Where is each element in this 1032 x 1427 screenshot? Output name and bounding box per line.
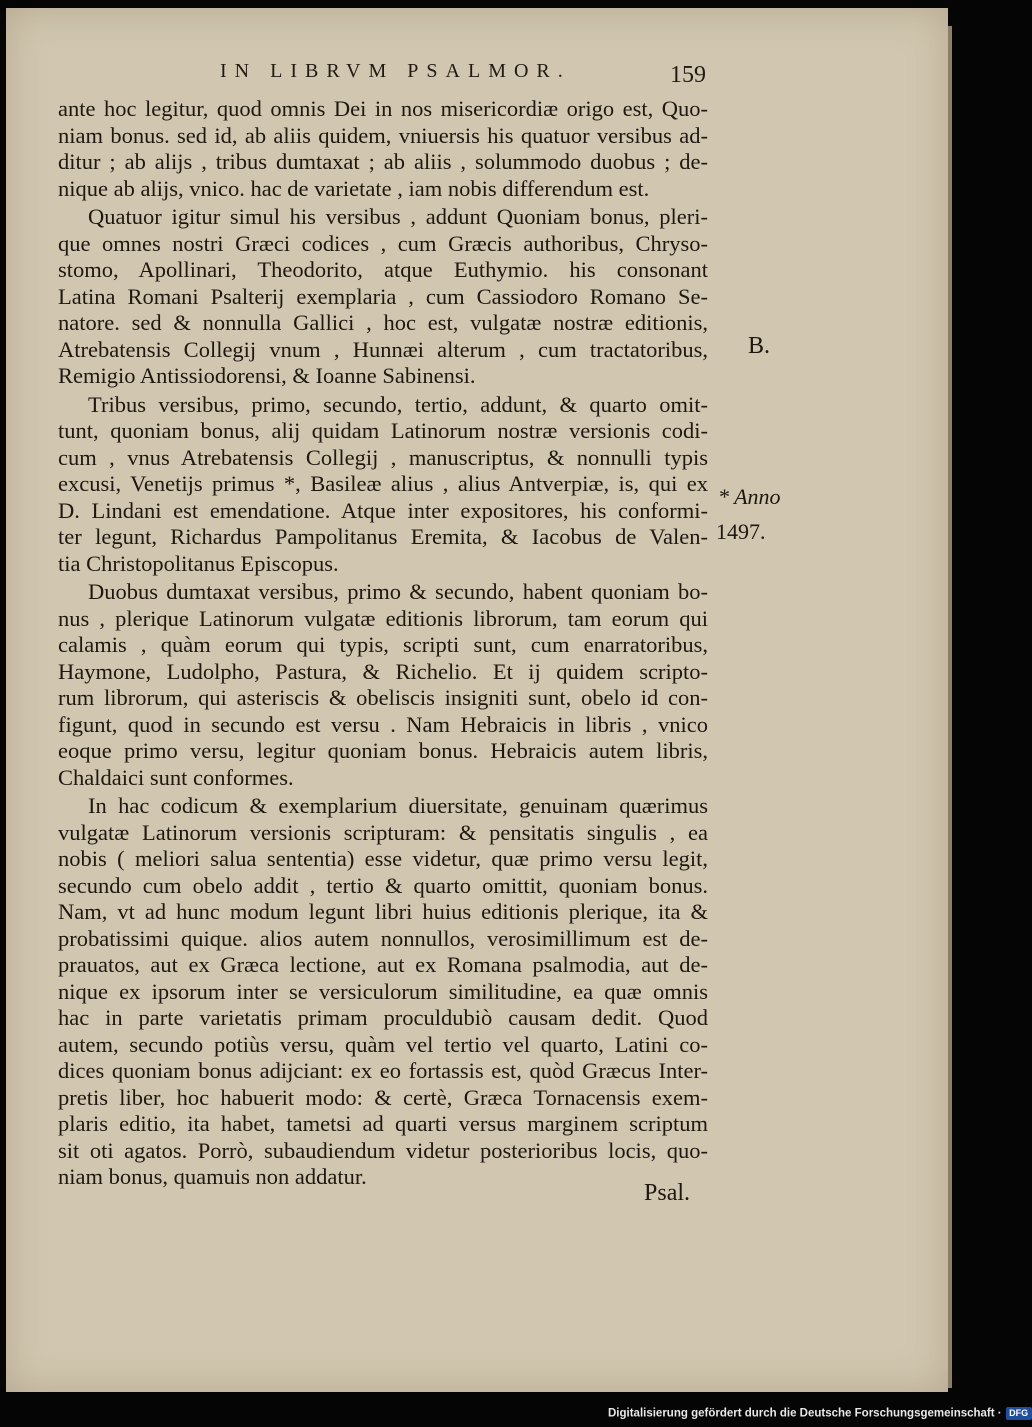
- text-line: cum , vnus Atrebatensis Collegij , manuscriptus, & nonnulli typis: [58, 444, 708, 470]
- text-line: autem, secundo potiùs versu, quàm vel tertio vel quarto, Latini co-: [58, 1031, 708, 1057]
- text-line: niam bonus, quamuis non addatur.: [58, 1164, 367, 1189]
- text-line: natore. sed & nonnulla Gallici , hoc est, vulgatæ nostræ editionis,: [58, 310, 708, 335]
- text-line: nobis ( meliori salua sententia) esse videtur, quæ primo versu legit,: [58, 846, 708, 871]
- text-line: ante hoc legitur, quod omnis Dei in nos misericordiæ origo est, Quo-: [58, 96, 708, 121]
- text-line: Atrebatensis Collegij vnum , Hunnæi alterum , cum tractatoribus,: [58, 336, 708, 362]
- body-text: [58, 96, 708, 1193]
- text-line: Tribus versibus, primo, secundo, tertio, addunt, & quarto omit-: [88, 391, 708, 417]
- text-line: dices quoniam bonus adijciant: ex eo fortassis est, quòd Græcus Inter-: [58, 1058, 708, 1083]
- text-line: ditur ; ab alijs , tribus dumtaxat ; ab aliis , solummodo duobus ; de-: [58, 149, 708, 174]
- text-line: calamis , quàm eorum qui typis, scripti sunt, cum enarratoribus,: [58, 632, 708, 657]
- text-line: nus , plerique Latinorum vulgatæ editionis librorum, tam eorum qui: [58, 605, 708, 631]
- text-line: prauatos, aut ex Græca lectione, aut ex Romana psalmodia, aut de-: [58, 952, 708, 977]
- text-line: tunt, quoniam bonus, alij quidam Latinorum nostræ versionis codi-: [58, 418, 708, 443]
- text-line: hac in parte varietatis primam proculdubiò causam dedit. Quod: [58, 1005, 708, 1030]
- text-line: Haymone, Ludolpho, Pastura, & Richelio. Et ij quidem scripto-: [58, 658, 708, 684]
- page-edge: [948, 26, 952, 1388]
- text-line: tia Christopolitanus Episcopus.: [58, 550, 339, 576]
- text-line: Nam, vt ad hunc modum legunt libri huius editionis plerique, ita &: [58, 899, 708, 924]
- page-header: [210, 60, 710, 90]
- text-line: vulgatæ Latinorum versionis scripturam: & pensitatis singulis , ea: [58, 819, 708, 845]
- text-line: probatissimi quique. alios autem nonnullos, verosimillimum est de-: [58, 925, 708, 951]
- text-line: D. Lindani est emendatione. Atque inter expositores, his conformi-: [58, 497, 708, 523]
- text-line: In hac codicum & exemplarium diuersitate, genuinam quærimus: [88, 793, 708, 818]
- text-line: Chaldaici sunt conformes.: [58, 764, 294, 790]
- text-line: Remigio Antissiodorensi, & Ioanne Sabinensi.: [58, 363, 476, 388]
- footer: [608, 1407, 1029, 1425]
- catchword: Psal.: [644, 1180, 691, 1206]
- paragraph-gap: [58, 1191, 708, 1193]
- footer-credit: Digitalisierung gefördert durch die Deutsche Forschungsgemeinschaft ·: [608, 1407, 1002, 1420]
- text-line: niam bonus. sed id, ab aliis quidem, vniuersis his quatuor versibus ad-: [58, 122, 708, 148]
- page-number: 159: [670, 62, 706, 88]
- text-line: secundo cum obelo addit , tertio & quarto omittit, quoniam bonus.: [58, 872, 708, 898]
- margin-note-mark: * Anno: [718, 484, 781, 509]
- text-line: excusi, Venetijs primus *, Basileæ alius , alius Antverpiæ, is, qui ex: [58, 471, 708, 496]
- text-line: plaris editio, ita habet, tametsi ad quarti versus marginem scriptum: [58, 1111, 708, 1136]
- text-line: pretis liber, hoc habuerit modo: & certè, Græca Tornacensis exem-: [58, 1084, 708, 1110]
- text-line: nique ex ipsorum inter se versiculorum similitudine, ea quæ omnis: [58, 978, 708, 1004]
- text-line: eoque primo versu, legitur quoniam bonus. Hebraicis autem libris,: [58, 738, 708, 763]
- text-line: rum librorum, qui asteriscis & obeliscis insigniti sunt, obelo id con-: [58, 685, 708, 710]
- text-line: que omnes nostri Græci codices , cum Græcis authoribus, Chryso-: [58, 230, 708, 256]
- text-line: ter legunt, Richardus Pampolitanus Eremita, & Iacobus de Valen-: [58, 524, 708, 549]
- text-line: nique ab alijs, vnico. hac de varietate , iam nobis differendum est.: [58, 175, 650, 201]
- running-head: IN LIBRVM PSALMOR.: [220, 60, 571, 82]
- text-line: sit oti agatos. Porrò, subaudiendum videtur posterioribus locis, quo-: [58, 1137, 708, 1163]
- text-line: Duobus dumtaxat versibus, primo & secundo, habent quoniam bo-: [88, 579, 708, 604]
- dfg-logo-icon: DFG: [1006, 1407, 1032, 1420]
- text-line: stomo, Apollinari, Theodorito, atque Euthymio. his consonant: [58, 257, 708, 282]
- text-line: Latina Romani Psalterij exemplaria , cum Cassiodoro Romano Se-: [58, 283, 708, 309]
- text-line: figunt, quod in secundo est versu . Nam Hebraicis in libris , vnico: [58, 711, 708, 737]
- margin-note-year: 1497.: [716, 519, 766, 544]
- text-line: Quatuor igitur simul his versibus , addunt Quoniam bonus, pleri-: [88, 204, 708, 229]
- margin-letter: B.: [748, 333, 771, 359]
